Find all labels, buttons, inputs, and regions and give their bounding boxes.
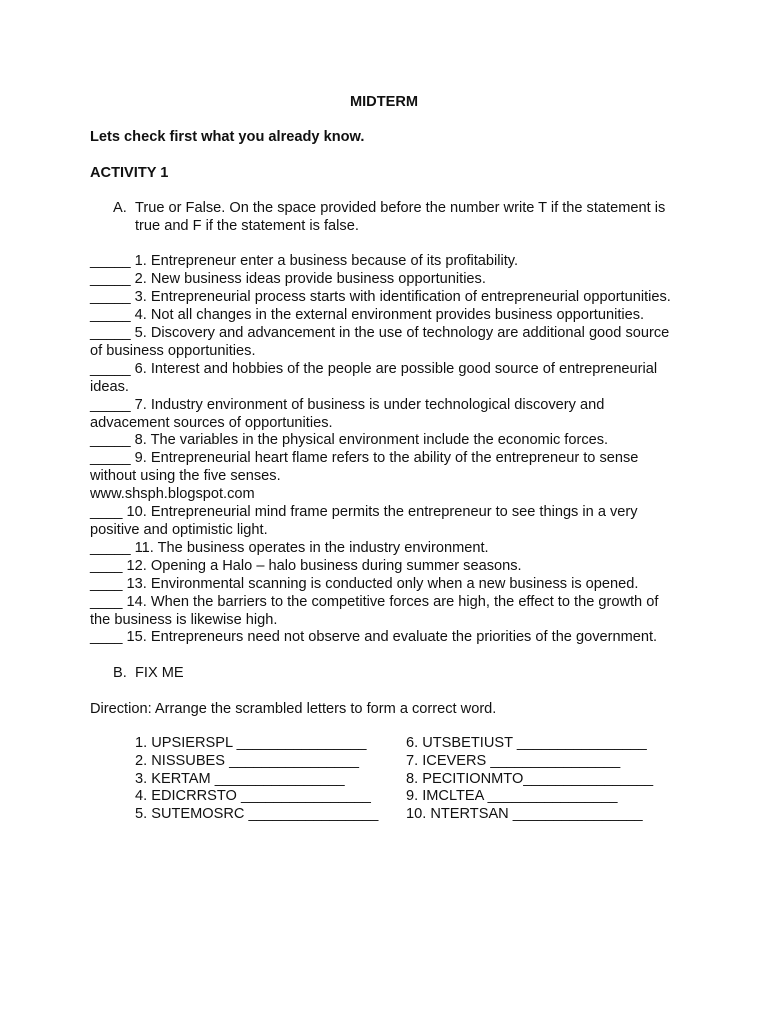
list-item: _____ 8. The variables in the physical environment include the economic forces. — [90, 432, 609, 449]
scrambled-item: 7. ICEVERS ________________ — [406, 752, 621, 769]
list-item: _____ 9. Entrepreneurial heart flame refers to the ability of the entrepreneur to sense without using the five senses. — [90, 450, 639, 485]
scrambled-item: 1. UPSIERSPL ________________ — [135, 735, 367, 752]
list-item: _____ 11. The business operates in the industry environment. — [90, 539, 489, 556]
section-b-letter: B. — [113, 665, 127, 682]
section-b-title: FIX ME — [135, 665, 184, 682]
list-item: _____ 3. Entrepreneurial process starts with identification of entrepreneurial opportunities. — [90, 289, 671, 306]
scrambled-item: 4. EDICRRSTO ________________ — [135, 788, 371, 805]
list-item: _____ 5. Discovery and advancement in the use of technology are additional good source of business opportunities. — [90, 325, 670, 359]
section-a-letter: A. — [113, 200, 127, 216]
scrambled-item: 9. IMCLTEA ________________ — [406, 788, 618, 805]
true-false-list — [90, 253, 680, 647]
scrambled-words — [90, 735, 680, 824]
scrambled-column-left — [135, 735, 406, 824]
page-title: MIDTERM — [349, 94, 419, 110]
activity-heading: ACTIVITY 1 — [90, 165, 169, 181]
list-item: ____ 13. Environmental scanning is conducted only when a new business is opened. — [90, 575, 639, 592]
scrambled-item: 3. KERTAM ________________ — [135, 770, 345, 787]
list-item: ____ 10. Entrepreneurial mind frame permits the entrepreneur to see things in a very positive and optimistic light. — [90, 504, 638, 538]
scrambled-item: 6. UTSBETIUST ________________ — [406, 735, 647, 752]
direction-text: Direction: Arrange the scrambled letters to form a correct word. — [90, 701, 497, 718]
scrambled-item: 10. NTERTSAN ________________ — [406, 806, 643, 823]
scrambled-item: 5. SUTEMOSRC ________________ — [135, 806, 379, 823]
intro-heading: Lets check first what you already know. — [90, 129, 365, 145]
scrambled-item: 8. PECITIONMTO________________ — [406, 770, 654, 787]
document-page — [90, 92, 680, 824]
list-item: _____ 6. Interest and hobbies of the people are possible good source of entrepreneurial ideas. — [90, 360, 658, 395]
section-b — [90, 665, 680, 683]
list-item: _____ 7. Industry environment of business is under technological discovery and advacement sources of opportunities. — [90, 396, 605, 431]
scrambled-item: 2. NISSUBES ________________ — [135, 752, 359, 769]
list-item: _____ 4. Not all changes in the external environment provides business opportunities. — [90, 307, 645, 324]
scrambled-column-right — [406, 735, 676, 824]
list-item: ____ 12. Opening a Halo – halo business during summer seasons. — [90, 557, 522, 574]
list-item: ____ 15. Entrepreneurs need not observe and evaluate the priorities of the government. — [90, 629, 658, 646]
section-a-instructions: True or False. On the space provided before the number write T if the statement is true and F if the statement is false. — [135, 200, 666, 234]
list-item: ____ 14. When the barriers to the competitive forces are high, the effect to the growth of the business is likewise high. — [90, 593, 659, 628]
website-url: www.shsph.blogspot.com — [90, 486, 255, 503]
list-item: _____ 2. New business ideas provide business opportunities. — [90, 271, 486, 288]
section-a — [90, 200, 680, 235]
list-item: _____ 1. Entrepreneur enter a business because of its profitability. — [90, 253, 519, 270]
